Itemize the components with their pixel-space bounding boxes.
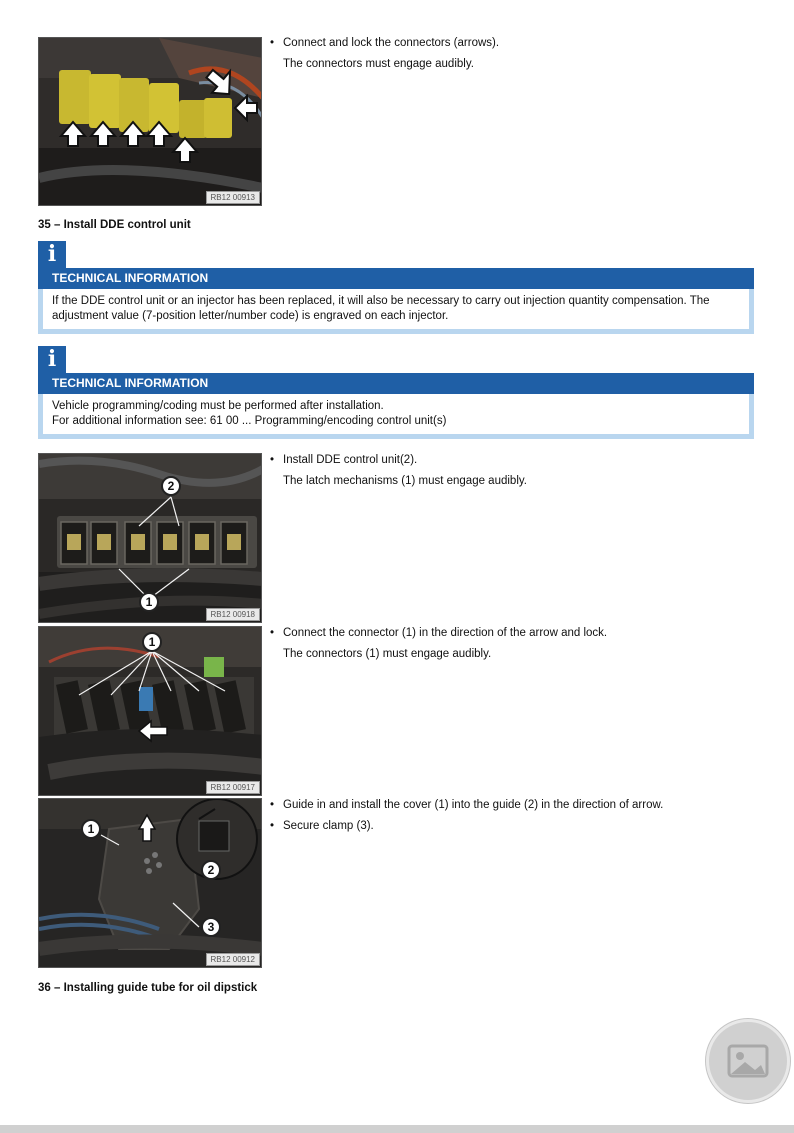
info-title: TECHNICAL INFORMATION <box>38 373 754 394</box>
photo-dde-control-unit <box>38 453 262 623</box>
photo-code: RB12 00918 <box>206 608 260 621</box>
engine-photo-injector-connectors <box>39 627 262 796</box>
info-text: Vehicle programming/coding must be performed after installation. <box>52 400 384 412</box>
bullet-icon: • <box>270 627 275 639</box>
technical-info-box <box>38 346 754 439</box>
technical-info-box <box>38 241 754 334</box>
instruction-text: Guide in and install the cover (1) into the guide (2) in the direction of arrow. <box>283 799 664 811</box>
photo-code: RB12 00913 <box>206 191 260 204</box>
instruction-text: Connect the connector (1) in the direction of the arrow and lock. <box>283 627 608 639</box>
photo-connectors <box>38 37 262 206</box>
instruction-note: The connectors must engage audibly. <box>283 58 474 70</box>
photo-code: RB12 00912 <box>206 953 260 966</box>
list-item <box>270 453 750 468</box>
image-icon <box>709 1022 787 1100</box>
bullet-icon: • <box>270 820 275 832</box>
engine-photo-connectors <box>39 38 262 206</box>
instruction-note: The latch mechanisms (1) must engage audibly. <box>283 475 527 487</box>
photo-injector-connectors <box>38 626 262 796</box>
info-icon: i <box>38 241 66 268</box>
step-heading: 35 – Install DDE control unit <box>38 219 191 231</box>
instruction-note: The connectors (1) must engage audibly. <box>283 648 492 660</box>
instruction-text: Secure clamp (3). <box>283 820 374 832</box>
step-heading: 36 – Installing guide tube for oil dipstick <box>38 982 258 994</box>
list-item <box>270 798 750 813</box>
image-viewer-button[interactable] <box>706 1019 790 1103</box>
bullet-icon: • <box>270 454 275 466</box>
instruction-text: Connect and lock the connectors (arrows). <box>283 37 500 49</box>
step-34-instructions <box>270 36 750 72</box>
bullet-icon: • <box>270 799 275 811</box>
list-item <box>270 819 750 834</box>
figure-3-instructions <box>270 798 750 834</box>
page-footer-bar <box>0 1125 794 1133</box>
callout-1: 1 <box>81 819 101 839</box>
figure-1-instructions <box>270 453 750 489</box>
callout-3: 3 <box>201 917 221 937</box>
engine-photo-cover <box>39 799 262 968</box>
list-item <box>270 626 750 641</box>
callout-1: 1 <box>139 592 159 612</box>
list-item <box>270 36 750 51</box>
instruction-text: Install DDE control unit(2). <box>283 454 418 466</box>
info-text: For additional information see: 61 00 ... Programming/encoding control unit(s) <box>52 414 447 427</box>
bullet-icon: • <box>270 37 275 49</box>
info-text: If the DDE control unit or an injector has been replaced, it will also be necessary to carry out injection quantity compensation. The adjustment value (7-position letter/number code) is engraved on each injector. <box>52 295 710 322</box>
info-title: TECHNICAL INFORMATION <box>38 268 754 289</box>
callout-2: 2 <box>201 860 221 880</box>
info-body <box>38 289 754 334</box>
figure-2-instructions <box>270 626 750 662</box>
photo-cover <box>38 798 262 968</box>
info-body <box>38 394 754 439</box>
callout-2: 2 <box>161 476 181 496</box>
info-icon: i <box>38 346 66 373</box>
callout-1: 1 <box>142 632 162 652</box>
photo-code: RB12 00917 <box>206 781 260 794</box>
